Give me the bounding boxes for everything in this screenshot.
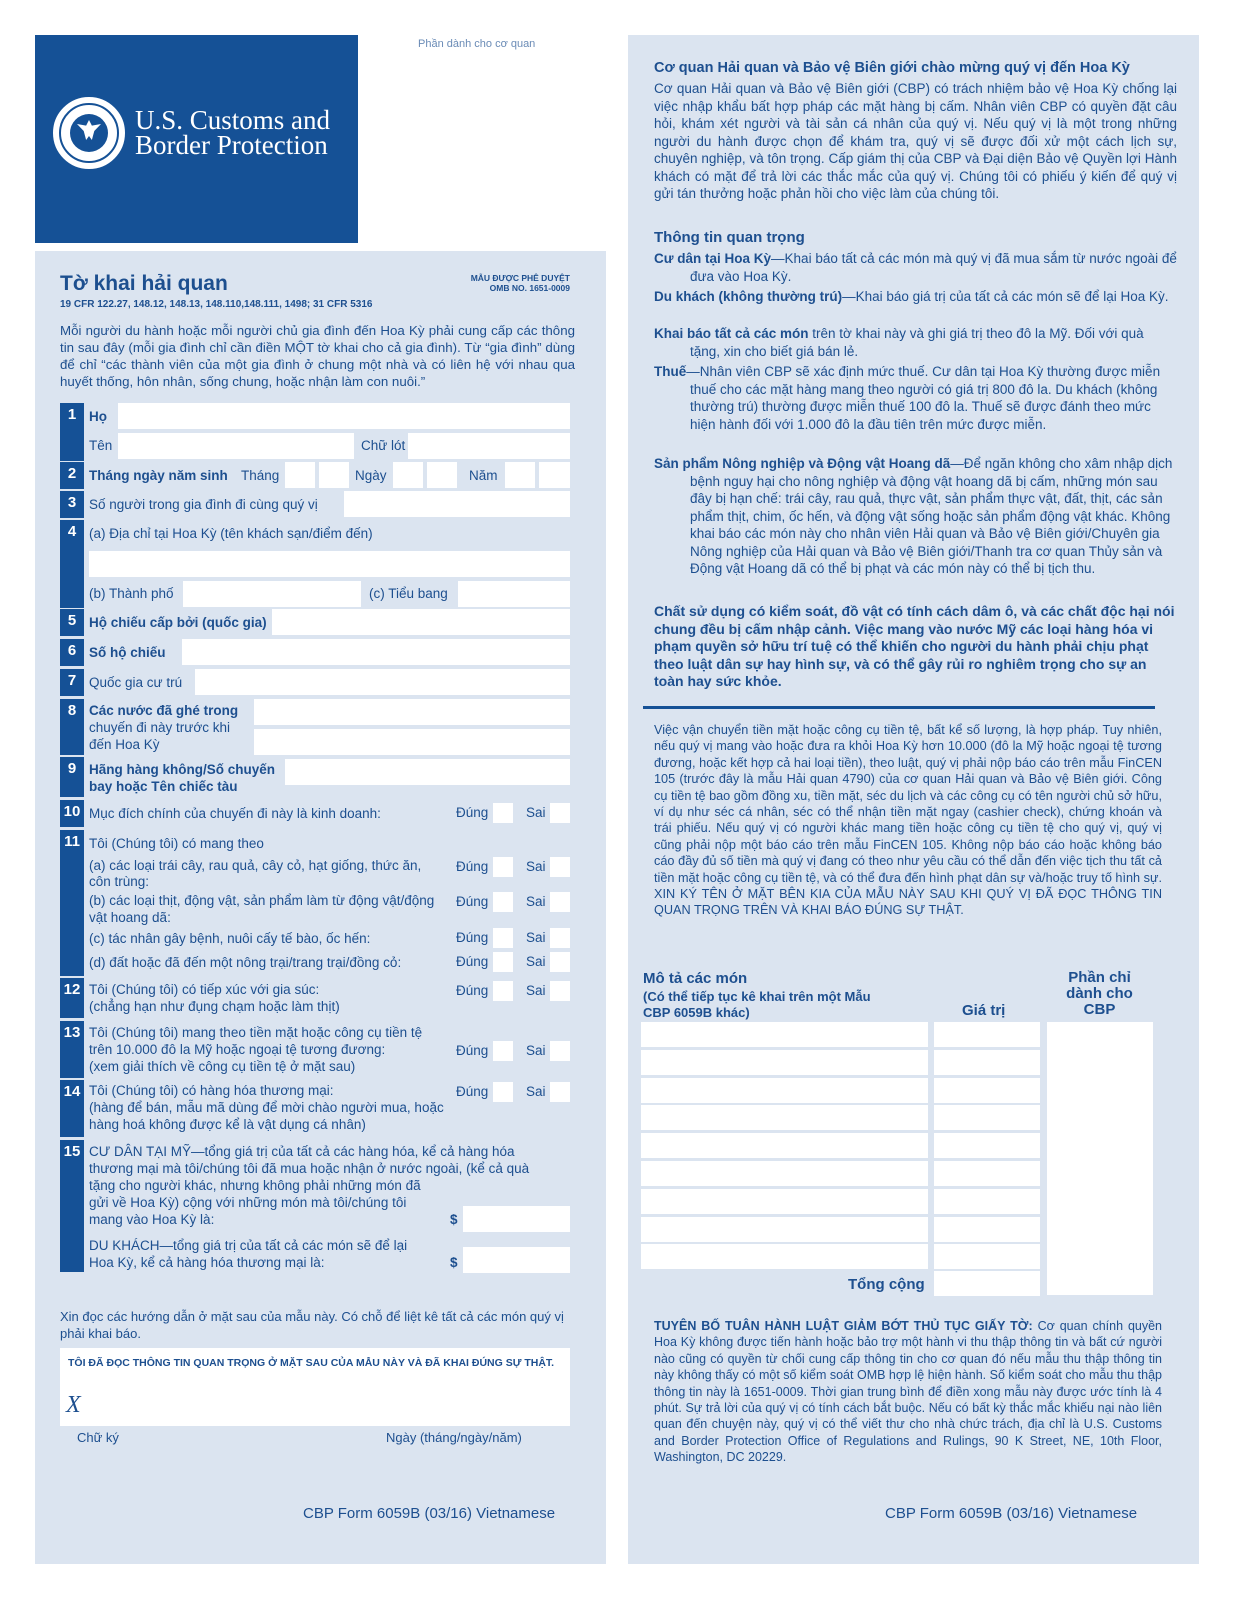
currency-label-2: trên 10.000 đô la Mỹ hoặc ngoại tệ tương đương: xyxy=(89,1042,386,1057)
countries-visited-field-2[interactable] xyxy=(254,729,570,755)
front-footer: CBP Form 6059B (03/16) Vietnamese xyxy=(303,1505,556,1522)
q9-number: 9 xyxy=(60,757,84,797)
q11d-yes-label: Đúng xyxy=(456,954,489,969)
value-column-header: Giá trị xyxy=(962,1002,1006,1019)
visitor-value-label-1: DU KHÁCH—tổng giá trị của tất cả các món sẽ để lại xyxy=(89,1238,408,1253)
resident-info xyxy=(654,250,1177,285)
item-value-field[interactable] xyxy=(934,1022,1040,1047)
question-10 xyxy=(60,800,580,827)
city-field[interactable] xyxy=(183,581,361,607)
logo-line-2: Border Protection xyxy=(135,130,328,160)
declare-all-bold: Khai báo tất cả các món xyxy=(654,326,809,341)
resident-value-label-2: thương mại mà tôi/chúng tôi đã mua hoặc nhận ở nước ngoài, (kể cả quà xyxy=(89,1161,530,1176)
q1-number: 1 xyxy=(60,403,84,461)
agency-name xyxy=(135,105,331,160)
agriculture-info-text: —Để ngăn không cho xâm nhập dịch bệnh nguy hại cho nông nghiệp và động vật hoang dã bị cấm, những món sau đây bị hạn chế: trái cây, rau quả, thực vật, sản phẩm thực vật, đất, thịt, các sản phẩm thịt, chim, ốc hến, và động vật sống hoặc sản phẩm động vật khác. Không khai báo các món này cho nhân viên Hải quan và Bảo vệ Biên giới/Chuyên gia Nông nghiệp của Hải quan và Bảo vệ Biên giới/Thanh tra cơ quan Thủy sản và Động vật Hoang dã có thể bị phạt và các món này có thể bị tịch thu. xyxy=(690,456,1173,576)
countries-visited-label-3: đến Hoa Kỳ xyxy=(89,737,160,752)
business-trip-label: Mục đích chính của chuyến đi này là kinh doanh: xyxy=(89,806,381,821)
flight-label-1: Hãng hàng không/Số chuyến xyxy=(89,762,276,777)
item-description-field[interactable] xyxy=(641,1161,928,1186)
declaration-statement: TÔI ĐÃ ĐỌC THÔNG TIN QUAN TRỌNG Ở MẶT SAU CỦA MẪU NÀY VÀ ĐÃ KHAI ĐÚNG SỰ THẬT. xyxy=(68,1357,555,1369)
visitor-value-label-2: Hoa Kỳ, kể cả hàng hóa thương mại là: xyxy=(89,1255,325,1270)
city-label: (b) Thành phố xyxy=(89,586,174,601)
q2-number: 2 xyxy=(60,462,84,489)
q11-number: 11 xyxy=(60,830,84,976)
item-description-field[interactable] xyxy=(641,1022,928,1047)
q12-yes-label: Đúng xyxy=(456,983,489,998)
q13-no-checkbox[interactable] xyxy=(550,1041,570,1061)
state-label: (c) Tiểu bang xyxy=(369,586,448,601)
item-value-field[interactable] xyxy=(934,1050,1040,1075)
signature-label: Chữ ký xyxy=(77,1430,119,1445)
q11c-yes-label: Đúng xyxy=(456,930,489,945)
q14-no-label: Sai xyxy=(526,1084,546,1099)
q14-no-checkbox[interactable] xyxy=(550,1082,570,1102)
countries-visited-field-1[interactable] xyxy=(254,699,570,725)
question-4 xyxy=(60,520,580,608)
total-label: Tổng cộng xyxy=(848,1276,925,1293)
pra-bold: TUYÊN BỐ TUÂN HÀNH LUẬT GIẢM BỚT THỦ TỤC GIẤY TỜ: xyxy=(654,1319,1033,1333)
q12-no-checkbox[interactable] xyxy=(550,981,570,1001)
q11b-no-label: Sai xyxy=(526,894,546,909)
flight-field[interactable] xyxy=(285,759,570,785)
resident-value-label-4: gửi về Hoa Kỳ) cộng với những món mà tôi/chúng tôi xyxy=(89,1195,407,1210)
cbp-use-line-3: CBP xyxy=(1083,1001,1116,1018)
welcome-text: Cơ quan Hải quan và Bảo vệ Biên giới (CBP) có trách nhiệm bảo vệ Hoa Kỳ chống lại việc nhập khẩu bất hợp pháp các mặt hàng bị cấm. Nhân viên CBP có quyền đặt câu hỏi, khám xét người và tài sản cá nhân của quý vị. Nếu quý vị là một trong những người du hành được chọn để khám tra, quý vị sẽ được đối xử một cách lịch sự, chuyên nghiệp, và tôn trọng. Cấp giám thị của CBP và Đại diện Bảo vệ Quyền lợi Hành khách có mặt để trả lời các thắc mắc của quý vị. Chúng tôi có phiếu ý kiến để quý vị gửi tán thưởng hoặc phản hồi cho việc làm của chúng tôi. xyxy=(654,81,1177,201)
q11a-no-checkbox[interactable] xyxy=(550,857,570,877)
question-15 xyxy=(60,1140,580,1272)
q10-no-checkbox[interactable] xyxy=(550,803,570,823)
duty-info-text: —Nhân viên CBP sẽ xác định mức thuế. Cư dân tại Hoa Kỳ thường được miễn thuế cho các mặt hàng mang theo người có giá trị 800 đô la. Du khách (không thường trú) thường được miễn thuế 100 đô la. Thuế sẽ được đánh theo mức hiện hành đối với 1.000 đô la đầu tiên trên mức được miễn. xyxy=(686,364,1161,432)
items-description-header: Mô tả các món xyxy=(643,970,748,987)
declaration-signature-box[interactable] xyxy=(60,1348,570,1426)
q11a-no-label: Sai xyxy=(526,859,546,874)
item-description-field[interactable] xyxy=(641,1050,928,1075)
visitor-info-text: —Khai báo giá trị của tất cả các món sẽ để lại Hoa Kỳ. xyxy=(842,289,1169,304)
q5-number: 5 xyxy=(60,609,84,636)
q12-no-label: Sai xyxy=(526,983,546,998)
q10-yes-label: Đúng xyxy=(456,805,489,820)
last-name-label: Họ xyxy=(89,409,107,424)
commercial-label-2: (hàng để bán, mẫu mã dùng để mời chào người mua, hoặc xyxy=(89,1100,444,1115)
q10-number: 10 xyxy=(60,800,84,827)
q11c-label: (c) tác nhân gây bệnh, nuôi cấy tế bào, ốc hến: xyxy=(89,931,371,946)
dob-label: Tháng ngày năm sinh xyxy=(89,468,228,483)
item-description-field[interactable] xyxy=(641,1189,928,1214)
cfr-reference: 19 CFR 122.27, 148.12, 148.13, 148.110,148.111, 1498; 31 CFR 5316 xyxy=(60,299,373,310)
question-8 xyxy=(60,699,580,755)
question-13 xyxy=(60,1021,580,1078)
items-description-sub-1: (Có thể tiếp tục kê khai trên một Mẫu xyxy=(643,989,871,1004)
dob-month-field-2[interactable] xyxy=(319,462,349,488)
dob-year-label: Năm xyxy=(469,468,498,483)
question-2 xyxy=(60,462,580,489)
resident-info-bold: Cư dân tại Hoa Kỳ xyxy=(654,251,772,266)
q10-yes-checkbox[interactable] xyxy=(493,803,513,823)
q6-number: 6 xyxy=(60,639,84,666)
q8-number: 8 xyxy=(60,699,84,755)
livestock-label-2: (chẳng hạn như đụng chạm hoặc làm thịt) xyxy=(89,999,340,1014)
total-value-field[interactable] xyxy=(934,1271,1040,1296)
important-info-title: Thông tin quan trọng xyxy=(654,229,805,246)
commercial-label-3: hàng hoá không được kể là vật dụng cá nhân) xyxy=(89,1117,366,1132)
q11a-label-1: (a) các loại trái cây, rau quả, cây cỏ, hạt giống, thức ăn, xyxy=(89,858,422,873)
item-value-field[interactable] xyxy=(934,1161,1040,1186)
resident-info-text: —Khai báo tất cả các món mà quý vị đã mua sắm từ nước ngoài để đưa vào Hoa Kỳ. xyxy=(690,251,1177,284)
q11d-no-label: Sai xyxy=(526,954,546,969)
state-field[interactable] xyxy=(458,581,570,607)
question-3 xyxy=(60,491,580,518)
item-description-field[interactable] xyxy=(641,1244,928,1269)
question-14 xyxy=(60,1080,580,1137)
item-description-field[interactable] xyxy=(641,1133,928,1158)
dob-month-field-1[interactable] xyxy=(285,462,315,488)
item-value-field[interactable] xyxy=(934,1244,1040,1269)
paperwork-reduction-statement xyxy=(654,1318,1162,1466)
residence-country-label: Quốc gia cư trú xyxy=(89,675,183,690)
signature-x-mark: X xyxy=(66,1392,81,1418)
resident-dollar-sign: $ xyxy=(450,1212,458,1227)
flight-label-2: bay hoặc Tên chiếc tàu xyxy=(89,779,238,794)
duty-info-bold: Thuế xyxy=(654,364,687,379)
declare-all-info xyxy=(654,325,1177,360)
item-description-field[interactable] xyxy=(641,1105,928,1130)
q11b-no-checkbox[interactable] xyxy=(550,892,570,912)
visitor-info xyxy=(654,288,1177,306)
item-value-field[interactable] xyxy=(934,1217,1040,1242)
q4-number: 4 xyxy=(60,520,84,608)
q11c-yes-checkbox[interactable] xyxy=(493,928,513,948)
currency-label-3: (xem giải thích về công cụ tiền tệ ở mặt sau) xyxy=(89,1059,356,1074)
omb-number: OMB NO. 1651-0009 xyxy=(489,283,570,293)
dhs-seal-icon xyxy=(53,97,125,169)
item-description-field[interactable] xyxy=(641,1217,928,1242)
cbp-use-line-1: Phần chỉ xyxy=(1068,969,1131,986)
agriculture-info-bold: Sản phẩm Nông nghiệp và Động vật Hoang dã xyxy=(654,456,951,471)
q3-number: 3 xyxy=(60,491,84,518)
resident-value-label-1: CƯ DÂN TẠI MỸ—tổng giá trị của tất cả các hàng hóa, kể cả hàng hóa xyxy=(89,1144,515,1159)
item-value-field[interactable] xyxy=(934,1133,1040,1158)
middle-name-field[interactable] xyxy=(408,433,570,459)
item-value-field[interactable] xyxy=(934,1078,1040,1103)
question-12 xyxy=(60,978,580,1018)
currency-label-1: Tôi (Chúng tôi) mang theo tiền mặt hoặc công cụ tiền tệ xyxy=(89,1025,423,1040)
agency-use-label: Phần dành cho cơ quan xyxy=(418,38,536,50)
us-address-field[interactable] xyxy=(89,551,570,577)
question-1 xyxy=(60,403,580,461)
q13-yes-label: Đúng xyxy=(456,1043,489,1058)
commercial-label-1: Tôi (Chúng tôi) có hàng hóa thương mại: xyxy=(89,1083,334,1098)
q11b-yes-checkbox[interactable] xyxy=(493,892,513,912)
cbp-use-field[interactable] xyxy=(1047,1022,1153,1295)
resident-value-field[interactable] xyxy=(463,1206,570,1232)
q12-number: 12 xyxy=(60,978,84,1018)
q11d-label: (d) đất hoặc đã đến một nông trại/trang trại/đồng cỏ: xyxy=(89,955,402,970)
q13-number: 13 xyxy=(60,1021,84,1078)
first-name-field[interactable] xyxy=(118,433,354,459)
family-count-label: Số người trong gia đình đi cùng quý vị xyxy=(89,497,318,512)
question-6 xyxy=(60,639,580,666)
pra-text: Cơ quan chính quyền Hoa Kỳ không được tiến hành hoặc bảo trợ một hành vi thu thập thông tin và bất cứ người nào cũng có quyền từ chối cung cấp thông tin cho cơ quan đó nếu mẫu thu thập thông tin này không thấy có một số kiểm soát OMB hợp lệ hiện hành. Số kiểm soát cho mẫu thu thập thông tin này là 1651-0009. Thời gian trung bình để điền xong mẫu này được ước tính là 4 phút. Sự trả lời của quý vị có tính cách bắt buộc. Nếu có bất kỳ thắc mắc khiếu nại nào liên quan đến chuyện này, quý vị có thể viết thư cho nhà chức trách, địa chỉ là U.S. Customs and Border Protection Office of Regulations and Rulings, 90 K Street, NE, 10th Floor, Washington, DC 20229. xyxy=(654,1319,1162,1465)
logo-line-1: U.S. Customs and xyxy=(135,105,331,135)
currency-reporting-text: Việc vận chuyển tiền mặt hoặc công cụ tiền tệ, bất kể số lượng, là hợp pháp. Tuy nhiên, nếu quý vị mang vào hoặc đưa ra khỏi Hoa Kỳ hơn 10.000 (đô la Mỹ hoặc ngoại tệ tương đương, hoặc kết hợp cả hai loại tiền), theo luật, quý vị phải nộp báo cáo trên mẫu FinCEN 105 (trước đây là mẫu Hải quan 4790) của cơ quan Hải quan và Bảo vệ Biên giới. Công cụ tiền tệ bao gồm đồng xu, tiền mặt, séc du lịch và các công cụ có tên người chủ sở hữu, ví dụ như séc cá nhân, séc có thể nhận tiền mặt ngay (cashier check), chứng khoán và trái phiếu. Nếu quý vị có người khác mang tiền hoặc công cụ tiền tệ cho quý vị, quý vị cũng phải nộp một báo cáo trên mẫu FinCEN 105. Không nộp báo cáo hoặc không báo cáo đầy đủ số tiền mà quý vị đang có theo như yêu cầu có thể dẫn đến việc tịch thu tất cả tiền mặt hoặc công cụ tiền tệ, và có thể đưa đến hình phạt dân sự và/hoặc truy tố hình sự. XIN KÝ TÊN Ở MẶT BÊN KIA CỦA MẪU NÀY SAU KHI QUÝ VỊ ĐÃ ĐỌC THÔNG TIN QUAN TRỌNG TRÊN VÀ KHAI BÁO ĐÚNG SỰ THẬT. xyxy=(654,723,1162,918)
date-label: Ngày (tháng/ngày/năm) xyxy=(386,1430,522,1445)
visitor-dollar-sign: $ xyxy=(450,1255,458,1270)
countries-visited-label-1: Các nước đã ghé trong xyxy=(89,703,239,718)
q11c-no-label: Sai xyxy=(526,930,546,945)
read-instructions-note: Xin đọc các hướng dẫn ở mặt sau của mẫu này. Có chỗ để liệt kê tất cả các món quý vị phải khai báo. xyxy=(60,1309,564,1341)
family-count-field[interactable] xyxy=(344,491,570,517)
q7-number: 7 xyxy=(60,669,84,696)
form-title: Tờ khai hải quan xyxy=(60,272,228,295)
cbp-use-column-header xyxy=(1048,970,1151,1018)
visitor-info-bold: Du khách (không thường trú) xyxy=(654,289,843,304)
resident-value-label-5: mang vào Hoa Kỳ là: xyxy=(89,1212,215,1227)
question-11 xyxy=(60,830,580,976)
approved-label: MẪU ĐƯỢC PHÊ DUYỆT xyxy=(470,273,570,283)
first-name-label: Tên xyxy=(89,438,113,453)
countries-visited-label-2: chuyến đi này trước khi xyxy=(89,720,230,735)
visitor-value-field[interactable] xyxy=(463,1247,570,1273)
section-divider xyxy=(643,706,1155,709)
omb-approval xyxy=(440,273,570,293)
question-5 xyxy=(60,609,580,636)
q11d-no-checkbox[interactable] xyxy=(550,952,570,972)
q11b-label-2: vật hoang dã: xyxy=(89,910,171,925)
q12-yes-checkbox[interactable] xyxy=(493,981,513,1001)
items-description-sub-2: CBP 6059B khác) xyxy=(643,1005,750,1020)
resident-value-label-3: tặng cho người khác, nhưng không phải những món đã xyxy=(89,1178,421,1193)
question-7 xyxy=(60,669,580,696)
q11b-label-1: (b) các loại thịt, động vật, sản phẩm làm từ động vật/động xyxy=(89,893,435,908)
last-name-field[interactable] xyxy=(118,403,570,429)
controlled-substances-warning: Chất sử dụng có kiểm soát, đồ vật có tính cách dâm ô, và các chất độc hại nói chung đều bị cấm nhập cảnh. Việc mang vào nước Mỹ các loại hàng hóa vi phạm quyền sở hữu trí tuệ có thể khiến cho người du hành phải chịu phạt theo luật dân sự hay hình sự, và có thể gây rủi ro nghiêm trọng cho sự an toàn hay sức khỏe. xyxy=(654,603,1175,689)
q11a-yes-checkbox[interactable] xyxy=(493,857,513,877)
q11a-yes-label: Đúng xyxy=(456,859,489,874)
q11d-yes-checkbox[interactable] xyxy=(493,952,513,972)
back-footer: CBP Form 6059B (03/16) Vietnamese xyxy=(885,1505,1138,1522)
q13-yes-checkbox[interactable] xyxy=(493,1041,513,1061)
dob-month-label: Tháng xyxy=(241,468,280,483)
q14-number: 14 xyxy=(60,1080,84,1137)
dob-year-field-2[interactable] xyxy=(539,462,570,488)
middle-name-label: Chữ lót xyxy=(361,438,406,453)
q10-no-label: Sai xyxy=(526,805,546,820)
welcome-title: Cơ quan Hải quan và Bảo vệ Biên giới chào mừng quý vị đến Hoa Kỳ xyxy=(654,60,1130,76)
q15-number: 15 xyxy=(60,1140,84,1272)
dob-day-label: Ngày xyxy=(355,468,387,483)
cbp-use-line-2: dành cho xyxy=(1066,985,1133,1002)
item-value-field[interactable] xyxy=(934,1189,1040,1214)
q13-no-label: Sai xyxy=(526,1043,546,1058)
form-intro: Mỗi người du hành hoặc mỗi người chủ gia đình đến Hoa Kỳ phải cung cấp các thông tin sau đây (mỗi gia đình chỉ cần điền MỘT tờ khai cho cả gia đình). Từ “gia đình” dùng để chỉ “các thành viên của một gia đình ở chung một nhà và có liên hệ với nhau qua huyết thống, hôn nhân, sống chung, hoặc nhận làm con nuôi.” xyxy=(60,323,575,389)
passport-country-label: Hộ chiếu cấp bởi (quốc gia) xyxy=(89,615,267,630)
us-address-label: (a) Địa chỉ tại Hoa Kỳ (tên khách sạn/điểm đến) xyxy=(89,526,373,541)
duty-info xyxy=(654,363,1177,433)
item-description-field[interactable] xyxy=(641,1078,928,1103)
passport-number-field[interactable] xyxy=(182,639,570,665)
q11c-no-checkbox[interactable] xyxy=(550,928,570,948)
question-9 xyxy=(60,757,580,797)
residence-country-field[interactable] xyxy=(195,669,570,695)
passport-country-field[interactable] xyxy=(272,609,570,635)
item-value-field[interactable] xyxy=(934,1105,1040,1130)
q14-yes-label: Đúng xyxy=(456,1084,489,1099)
passport-number-label: Số hộ chiếu xyxy=(89,645,166,660)
q11a-label-2: côn trùng: xyxy=(89,874,150,889)
q14-yes-checkbox[interactable] xyxy=(493,1082,513,1102)
declare-all-text: trên tờ khai này và ghi giá trị theo đô la Mỹ. Đối với quà tặng, xin cho biết giá bán lẻ. xyxy=(690,326,1144,359)
bringing-label: Tôi (Chúng tôi) có mang theo xyxy=(89,836,264,851)
agriculture-info xyxy=(654,455,1177,578)
livestock-label-1: Tôi (Chúng tôi) có tiếp xúc với gia súc: xyxy=(89,982,320,997)
dob-day-field-2[interactable] xyxy=(427,462,457,488)
cbp-logo-block xyxy=(35,35,358,243)
dob-year-field-1[interactable] xyxy=(505,462,535,488)
dob-day-field-1[interactable] xyxy=(393,462,423,488)
q11b-yes-label: Đúng xyxy=(456,894,489,909)
